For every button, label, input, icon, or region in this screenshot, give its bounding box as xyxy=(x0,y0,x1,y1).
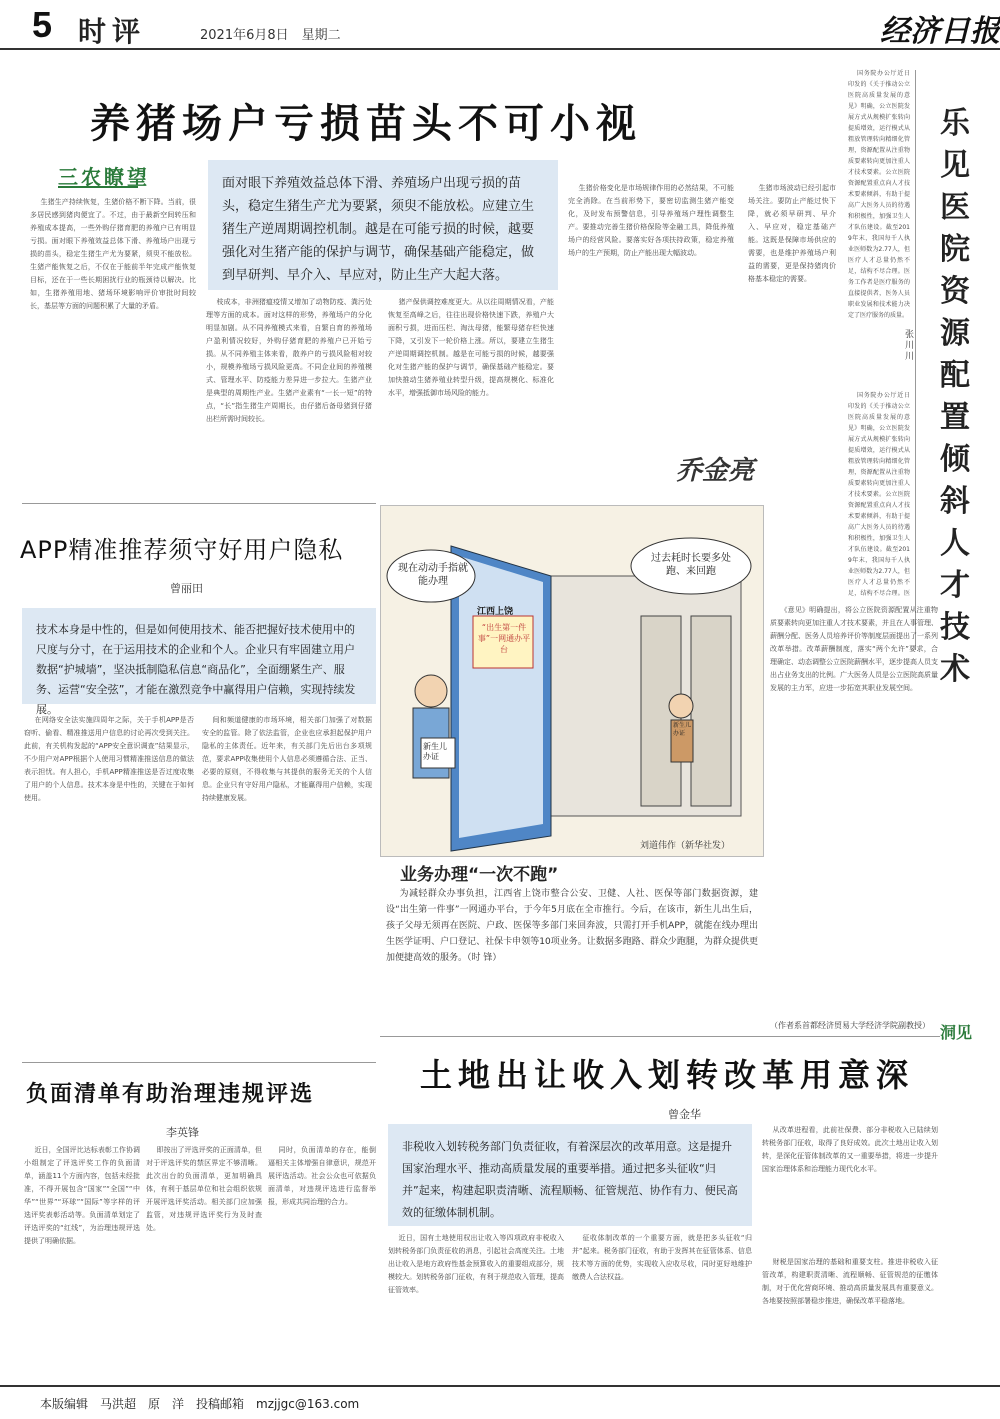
article4-author: 曾金华 xyxy=(668,1108,701,1121)
paper-logo: 经济日报 xyxy=(880,14,1000,49)
article3-column-2: 即按出了评选评奖的正面清单，但对于评选评奖的禁区界定不够清晰。此次出台的负面清单，更加明确具体，有利于基层单位和社会组织依规开展评选评奖活动。相关部门应加强监管，对违规评选评奖行为及时查处。 xyxy=(146,1146,262,1232)
article1-author: 乔金亮 xyxy=(676,456,755,486)
cartoon-illustration xyxy=(380,505,764,857)
paper-right-text: 新生儿办证 xyxy=(673,722,692,737)
column-right-col-2: 《意见》明确提出，将公立医院资源配置从注重物质要素转向更加注重人才技术要素，并且在人事管理、薪酬分配、医务人员培养评价等制度层面提出了一系列改革举措。改革薪酬制度，落实“两个允许”要求，合理确定、动态调整公立医院薪酬水平，逐步提高人员支出占业务支出的比例。广大医务人员是公立医院高质量发展的主力军，应进一步拓宽其职业发展空间。 xyxy=(770,606,938,692)
phone-screen xyxy=(459,556,543,838)
illustration-title: 业务办理“一次不跑” xyxy=(400,865,559,885)
footer xyxy=(0,1385,1000,1419)
article1-column-1: 生猪生产持续恢复，生猪价格不断下降。当前，很多居民感到猪肉便宜了。不过，由于最新空间转压和养殖成本提高，一些外购仔猪育肥的养殖户已有明显亏损。面对眼下养殖效益总体下滑、养殖场户出现亏损的苗头，稳定生猪生产尤为要紧，须臾不能放松。生猪产能恢复之后，不仅在于能前半年完成产能恢复目标，还在于一些长期困扰行业的瓶颈待以解决。比如，生猪养殖用地、猪场环境影响评价审批时间较长，基层等方面的问题积累了大量的矛盾。 xyxy=(30,198,196,310)
article4-headline: 土地出让收入划转改革用意深 xyxy=(420,1056,915,1094)
column-right-author-note: （作者系首都经济贸易大学经济学院副教授） xyxy=(770,1021,930,1030)
sign-top-text: 江西上饶 xyxy=(477,607,514,617)
person-head xyxy=(415,675,447,707)
bubble-right-text: 过去耗时长要多处跑、来回跑 xyxy=(651,553,731,577)
bubble-left-text: 现在动动手指就能办理 xyxy=(398,563,468,587)
column-tag: 洞见 xyxy=(940,1023,973,1042)
dateline: 2021年6月8日 星期二 xyxy=(200,28,341,43)
column-right-col-1a: 国务院办公厅近日印发的《关于推动公立医院高质量发展的意见》明确，公立医院发展方式从规模扩张转向提质增效，运行模式从粗放管理转向精细化管理，资源配置从注重物质要素转向更加注重人才技术要素。公立医院资源配置重点向人才技术要素倾斜，有助于提高广大医务人员的待遇和积极性，加强卫生人才队伍建设。截至2019年末，我国每千人执业医师数为2.77人，但医疗人才总量仍然不足，结构不尽合理。医务工作者是医疗服务的直接提供者，医务人员职业发展和技术能力决定了医疗服务的质量。 xyxy=(848,70,910,319)
divider xyxy=(22,503,376,504)
door-2 xyxy=(691,616,731,806)
article4-column-2: 征收体制改革的一个重要方面，就是把多头征收“归并”起来。税务部门征收，有助于发挥其在征管体系、信息技术等方面的优势，实现收入应收尽收，同时更好地维护缴费人合法权益。 xyxy=(572,1234,752,1281)
article2-author: 曾丽田 xyxy=(170,582,203,595)
article4-column-1: 近日，国有土地使用权出让收入等四项政府非税收入划转税务部门负责征收的消息，引起社会高度关注。土地出让收入是地方政府性基金预算收入的重要组成部分，规模较大。划转税务部门征收，有利于规范收入管理，提高征管效率。 xyxy=(388,1234,564,1294)
article3-author: 李英锋 xyxy=(166,1126,199,1139)
article3-column-3: 同时，负面清单的存在，能倒逼相关主体增强自律意识，规范开展评选活动。社会公众也可依据负面清单，对违规评选进行监督举报，形成共同治理的合力。 xyxy=(268,1146,376,1206)
divider xyxy=(22,1062,376,1063)
article1-column-4: 生猪价格变化是市场规律作用的必然结果，不可能完全消除。在当前形势下，要密切监测生猪产能变化，及时发布预警信息，引导养殖场户理性调整生产。要推动完善生猪价格保险等金融工具，降低养殖场户的经营风险。要落实好各项扶持政策，稳定养殖场户的生产预期，防止产能出现大幅波动。 xyxy=(568,184,734,257)
page-number: 5 xyxy=(32,4,53,45)
article4-summary: 非税收入划转税务部门负责征收，有着深层次的改革用意。这是提升国家治理水平、推动高质量发展的重要举措。通过把多头征收“归并”起来，构建起职责清晰、流程顺畅、征管规范、协作有力、便民高效的征缴体制机制。 xyxy=(388,1124,752,1226)
section-title: 时评 xyxy=(78,15,147,48)
article2-summary: 技术本身是中性的，但是如何使用技术、能否把握好技术使用中的尺度与分寸，在于运用技术的企业和个人。企业只有牢固建立用户数据“护城墙”，坚决抵制隐私信息“商品化”，全面绷紧生产、服务、运营“安全弦”，才能在激烈竞争中赢得用户信赖，实现持续发展。 xyxy=(22,608,376,704)
article4-column-3: 从改革进程看，此前社保费、部分非税收入已陆续划转税务部门征收，取得了良好成效。此次土地出让收入划转，是深化征管体制改革的又一重要举措，将进一步提升国家治理体系和治理能力现代化水平。 xyxy=(762,1126,938,1173)
article3-headline: 负面清单有助治理违规评选 xyxy=(26,1082,315,1107)
article2-column-2: 间和频道健康的市场环境，相关部门加强了对数据安全的监管。除了依法监管，企业也应承担起保护用户隐私的主体责任。近年来，有关部门先后出台多项规范，要求APP收集使用个人信息必须遵循合法、正当、必要的原则，不得收集与其提供的服务无关的个人信息。企业只有守好用户隐私，才能赢得用户信赖，实现持续健康发展。 xyxy=(202,716,372,802)
article1-headline: 养猪场户亏损苗头不可小视 xyxy=(90,100,642,147)
illustration-credit: 刘道伟作（新华社发） xyxy=(640,841,731,851)
article1-summary: 面对眼下养殖效益总体下滑、养殖场户出现亏损的苗头，稳定生猪生产尤为要紧，须臾不能放松。应建立生猪生产逆周期调控机制。越是在可能亏损的时候，越要强化对生猪产能的保护与调节，确保基础产能稳定，做到早研判、早介入、早应对，防止生产大起大落。 xyxy=(208,160,558,290)
article1-kicker: 三农瞭望 xyxy=(58,165,150,189)
illustration-caption: 为减轻群众办事负担，江西省上饶市整合公安、卫健、人社、医保等部门数据资源，建设“出生第一件事”一网通办平台，于今年5月底在全市推行。今后，在该市，新生儿出生后，孩子父母无须再在医院、户政、医保等多部门来回奔波，只需打开手机APP，就能在线办理出生医学证明、户口登记、社保卡申领等10项业务。让数据多跑路、群众少跑腿，为群众提供更加便捷高效的服务。（时 锋） xyxy=(386,889,758,963)
column-right-author: 张川川 xyxy=(905,330,915,362)
footer-editor: 本版编辑 马洪超 原 洋 投稿邮箱 mzjjgc@163.com xyxy=(40,1397,360,1411)
divider xyxy=(380,1036,940,1037)
article2-headline: APP精准推荐须守好用户隐私 xyxy=(20,536,344,564)
article2-column-1: 在网络安全法实施四周年之际，关于手机APP是否窃听、偷看、精准推送用户信息的讨论再次受到关注。此前，有关机构发起的“APP安全意识调查”结果显示，不少用户对APP根据个人使用习惯精准推送信息的做法表示担忧。有人担心，手机APP精准推送是否过度收集了用户的个人信息。技术本身是中性的，关键在于如何使用。 xyxy=(24,716,194,802)
column-right-title: 乐见医院资源配置倾斜人才技术 xyxy=(940,106,970,687)
paper-left-text: 新生儿办证 xyxy=(423,742,447,761)
article4-column-4: 财税是国家治理的基础和重要支柱。推进非税收入征管改革，构建职责清晰、流程顺畅、征管规范的征缴体制，对于优化营商环境、推动高质量发展具有重要意义。各地要按照部署稳步推进，确保改革平稳落地。 xyxy=(762,1258,938,1305)
column-right-col-1b: 国务院办公厅近日印发的《关于推动公立医院高质量发展的意见》明确，公立医院发展方式从规模扩张转向提质增效，运行模式从粗放管理转向精细化管理，资源配置从注重物质要素转向更加注重人才技术要素。公立医院资源配置重点向人才技术要素倾斜，有助于提高广大医务人员的待遇和积极性，加强卫生人才队伍建设。截至2019年末，我国每千人执业医师数为2.77人，但医疗人才总量仍然不足，结构不尽合理。医 xyxy=(848,392,910,597)
article1-column-5: 生猪市场波动已经引起市场关注。要防止产能过快下降，就必须早研判、早介入、早应对，稳定基础产能。这既是保障市场供应的需要，也是维护养殖场户利益的需要，更是保持猪肉价格基本稳定的需要。 xyxy=(748,184,836,283)
runner-head xyxy=(669,694,693,718)
sign-main-text: “出生第一件事”一网通办平台 xyxy=(477,623,531,654)
article1-column-2: 枝成本，非洲猪瘟疫情又增加了动物防疫、粪污处理等方面的成本。面对这样的形势，养殖场户的分化明显加剧。从不同养殖模式来看，自繁自育的养殖场户盈利情况较好，外购仔猪育肥的养殖户已开始亏损。从不同养殖主体来看，散养户的亏损风险相对较小，规模养殖场亏损风险更高。不同企业间的养殖模式、管理水平、防疫能力差异进一步拉大。生猪产业是典型的周期性产业。生猪产业素有“一长一短”的特点，“长”指生猪生产周期长，由仔猪后备母猪到仔猪出栏所需时间较长。 xyxy=(206,298,372,423)
article1-column-3: 猪产保供调控难度更大。从以往周期情况看，产能恢复至高峰之后，往往出现价格快速下跌，养殖户大面积亏损，进而压栏、淘汰母猪，能繁母猪存栏快速下降，又引发下一轮价格上涨。所以，要建立生猪生产逆周期调控机制。越是在可能亏损的时候，越要强化对生猪产能的保护与调节，确保基础产能稳定。要加快推动生猪养殖业转型升级，提高规模化、标准化水平，增强抵御市场风险的能力。 xyxy=(388,298,554,397)
article3-column-1: 近日，全国评比达标表彰工作协调小组制定了评选评奖工作的负面清单，涵盖11个方面内容，包括未经批准，不得开展包含“国家”“全国”“中华”“世界”“环球”“国际”等字样的评选评奖表彰活动等。负面清单划定了评选评奖的“红线”，为治理违规评选提供了明确依据。 xyxy=(24,1146,140,1245)
masthead xyxy=(0,0,1000,50)
